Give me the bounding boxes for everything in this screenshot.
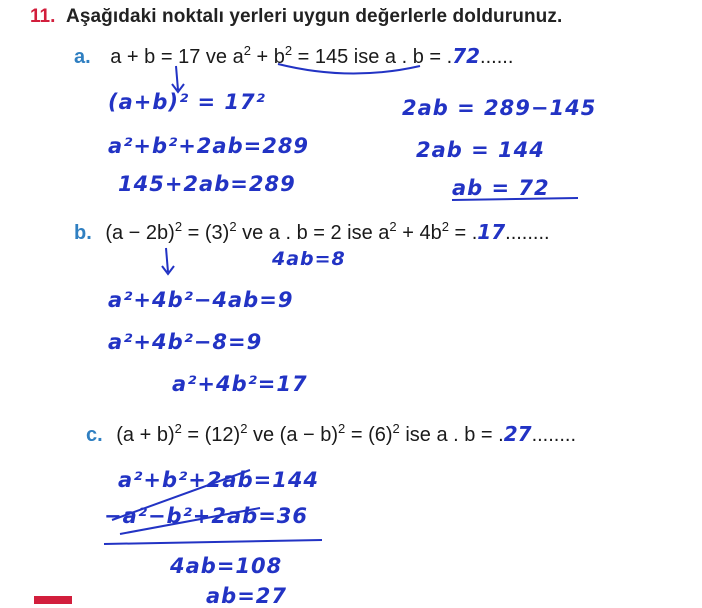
part-b-work-1: a²+4b²−4ab=9 bbox=[108, 288, 294, 312]
part-c-exp4: 2 bbox=[392, 421, 400, 436]
part-b-answer: 17 bbox=[477, 220, 506, 244]
part-a-exp1: 2 bbox=[243, 43, 251, 58]
part-a-text-mid: + b bbox=[250, 46, 285, 68]
part-a-work-left-1: (a+b)² = 17² bbox=[108, 90, 266, 114]
part-a-exp2: 2 bbox=[284, 43, 293, 58]
part-b-text-pre: (a − 2b) bbox=[105, 222, 175, 244]
part-b-text-post: = . bbox=[448, 222, 478, 244]
part-b-note: 4ab=8 bbox=[272, 248, 346, 270]
part-a-letter: a. bbox=[74, 46, 91, 68]
part-b-work-3: a²+4b²=17 bbox=[172, 372, 308, 396]
part-a-answer: 72 bbox=[452, 44, 481, 68]
question-number: 11. bbox=[30, 6, 56, 27]
page-footer-bar bbox=[34, 596, 72, 604]
sum-line-c bbox=[104, 540, 322, 544]
part-a-problem bbox=[74, 44, 513, 69]
part-c-work-4: ab=27 bbox=[206, 584, 288, 608]
part-c-text-mid3: = (6) bbox=[345, 424, 393, 446]
part-c-problem bbox=[86, 422, 576, 447]
part-b-problem bbox=[74, 220, 550, 245]
part-b-exp4: 2 bbox=[441, 219, 449, 234]
part-c-text-pre: (a + b) bbox=[116, 424, 175, 446]
part-a-text-pre: a + b = 17 ve a bbox=[110, 46, 244, 68]
part-b-text-mid2: ve a . b = 2 ise a bbox=[236, 222, 390, 244]
part-b-exp3: 2 bbox=[389, 219, 397, 234]
part-b-work-2: a²+4b²−8=9 bbox=[108, 330, 263, 354]
part-b-exp1: 2 bbox=[174, 219, 183, 234]
part-c-text-mid2: ve (a − b) bbox=[247, 424, 339, 446]
part-a-work-right-3: ab = 72 bbox=[452, 176, 550, 200]
part-c-exp3: 2 bbox=[338, 421, 346, 436]
part-c-exp2: 2 bbox=[240, 421, 248, 436]
part-b-text-mid3: + 4b bbox=[396, 222, 442, 244]
part-a-work-right-2: 2ab = 144 bbox=[416, 138, 545, 162]
part-c-dots: ........ bbox=[531, 424, 577, 446]
part-c-text-mid1: = (12) bbox=[181, 424, 241, 446]
part-c-answer: 27 bbox=[503, 422, 532, 446]
question-instruction: Aşağıdaki noktalı yerleri uygun değerlerle doldurunuz. bbox=[66, 6, 563, 27]
part-a-text-post: = 145 ise a . b = . bbox=[292, 46, 453, 68]
part-c-letter: c. bbox=[86, 424, 103, 446]
part-b-dots: ........ bbox=[505, 222, 550, 244]
part-b-exp2: 2 bbox=[229, 219, 237, 234]
part-c-work-3: 4ab=108 bbox=[170, 554, 283, 578]
arrow-a bbox=[172, 66, 184, 92]
part-c-exp1: 2 bbox=[174, 421, 182, 436]
part-c-text-post: ise a . b = . bbox=[399, 424, 504, 446]
part-c-work-2: −a²−b²+2ab=36 bbox=[104, 504, 309, 528]
part-a-work-left-2: a²+b²+2ab=289 bbox=[108, 134, 310, 158]
part-b-letter: b. bbox=[74, 222, 92, 244]
part-a-work-right-1: 2ab = 289−145 bbox=[402, 96, 597, 120]
part-c-work-1: a²+b²+2ab=144 bbox=[118, 468, 320, 492]
part-a-work-left-3: 145+2ab=289 bbox=[118, 172, 296, 196]
part-b-text-mid1: = (3) bbox=[182, 222, 230, 244]
part-a-dots: ...... bbox=[480, 46, 514, 68]
arrow-b bbox=[162, 248, 174, 274]
